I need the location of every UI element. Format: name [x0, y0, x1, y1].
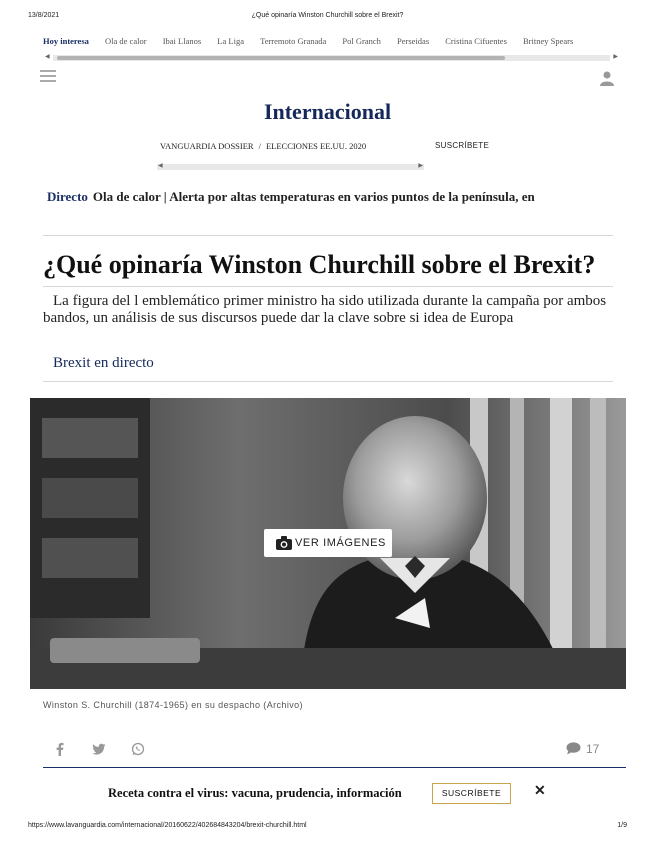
subnav-item[interactable]: ELECCIONES EE.UU. 2020 — [265, 141, 367, 151]
promo-subscribe-button[interactable]: SUSCRÍBETE — [432, 783, 511, 804]
related-link-brexit[interactable]: Brexit en directo — [53, 355, 154, 371]
live-ticker[interactable] — [47, 189, 617, 205]
trending-item[interactable]: Ola de calor — [105, 36, 147, 46]
scrollbar-thumb[interactable] — [57, 56, 505, 60]
subnav-item[interactable]: VANGUARDIA DOSSIER — [160, 141, 254, 151]
trending-item[interactable]: Britney Spears — [523, 36, 574, 46]
live-label: Directo — [47, 189, 88, 204]
print-url: https://www.lavanguardia.com/internacional/20160622/402684843204/brexit-churchill.html — [28, 822, 307, 829]
article-standfirst: La figura del l emblemático primer ministro ha sido utilizada durante la campaña por ambos bandos, un análisis de sus discursos puede dar la clave sobre si idea de Europa — [43, 293, 607, 326]
print-doc-title: ¿Qué opinaría Winston Churchill sobre el Brexit? — [251, 12, 404, 19]
scroll-left-icon[interactable]: ◀ — [45, 54, 50, 60]
trending-item[interactable]: Terremoto Granada — [260, 36, 327, 46]
scroll-right-icon[interactable]: ▶ — [613, 54, 618, 60]
article-headline: ¿Qué opinaría Winston Churchill sobre el Brexit? — [43, 250, 596, 279]
section-title[interactable]: Internacional — [263, 99, 392, 124]
trending-item[interactable]: Ibai Llanos — [162, 36, 202, 46]
facebook-icon[interactable] — [53, 742, 67, 756]
trending-item[interactable]: Pol Granch — [342, 36, 381, 46]
print-date: 13/8/2021 — [28, 12, 60, 19]
ticker-text[interactable]: Ola de calor | Alerta por altas temperaturas en varios puntos de la península, en — [92, 189, 535, 204]
view-images-button[interactable] — [264, 529, 392, 557]
divider — [43, 286, 613, 287]
print-header — [0, 12, 655, 26]
twitter-icon[interactable] — [92, 742, 106, 756]
trending-item[interactable]: La Liga — [217, 36, 244, 46]
divider — [43, 381, 613, 382]
divider — [43, 767, 626, 768]
hamburger-menu-icon[interactable] — [40, 70, 56, 82]
trending-scrollbar[interactable] — [45, 54, 618, 61]
subscribe-link[interactable]: SUSCRÍBETE — [435, 141, 490, 150]
trending-bar — [43, 36, 613, 50]
subnav-scrollbar[interactable] — [157, 164, 424, 170]
comment-icon[interactable] — [566, 742, 581, 755]
photo-caption: Winston S. Churchill (1874-1965) en su despacho (Archivo) — [43, 700, 303, 710]
whatsapp-icon[interactable] — [131, 742, 145, 756]
view-images-label: VER IMÁGENES — [295, 537, 386, 549]
trending-item[interactable]: Cristina Cifuentes — [445, 36, 507, 46]
trending-item[interactable]: Perseidas — [397, 36, 430, 46]
subnav-separator: / — [258, 141, 261, 151]
trending-label[interactable]: Hoy interesa — [43, 36, 89, 46]
scroll-right-icon[interactable]: ▶ — [418, 163, 423, 169]
camera-icon — [276, 536, 292, 550]
divider — [43, 235, 613, 236]
comment-count[interactable]: 17 — [586, 742, 600, 756]
user-profile-icon[interactable] — [599, 70, 615, 86]
promo-text: Receta contra el virus: vacuna, prudencia, información — [108, 786, 402, 800]
section-subnav — [160, 141, 366, 151]
scroll-left-icon[interactable]: ◀ — [158, 163, 163, 169]
print-page-number: 1/9 — [617, 822, 627, 829]
close-icon[interactable]: ✕ — [534, 782, 546, 798]
